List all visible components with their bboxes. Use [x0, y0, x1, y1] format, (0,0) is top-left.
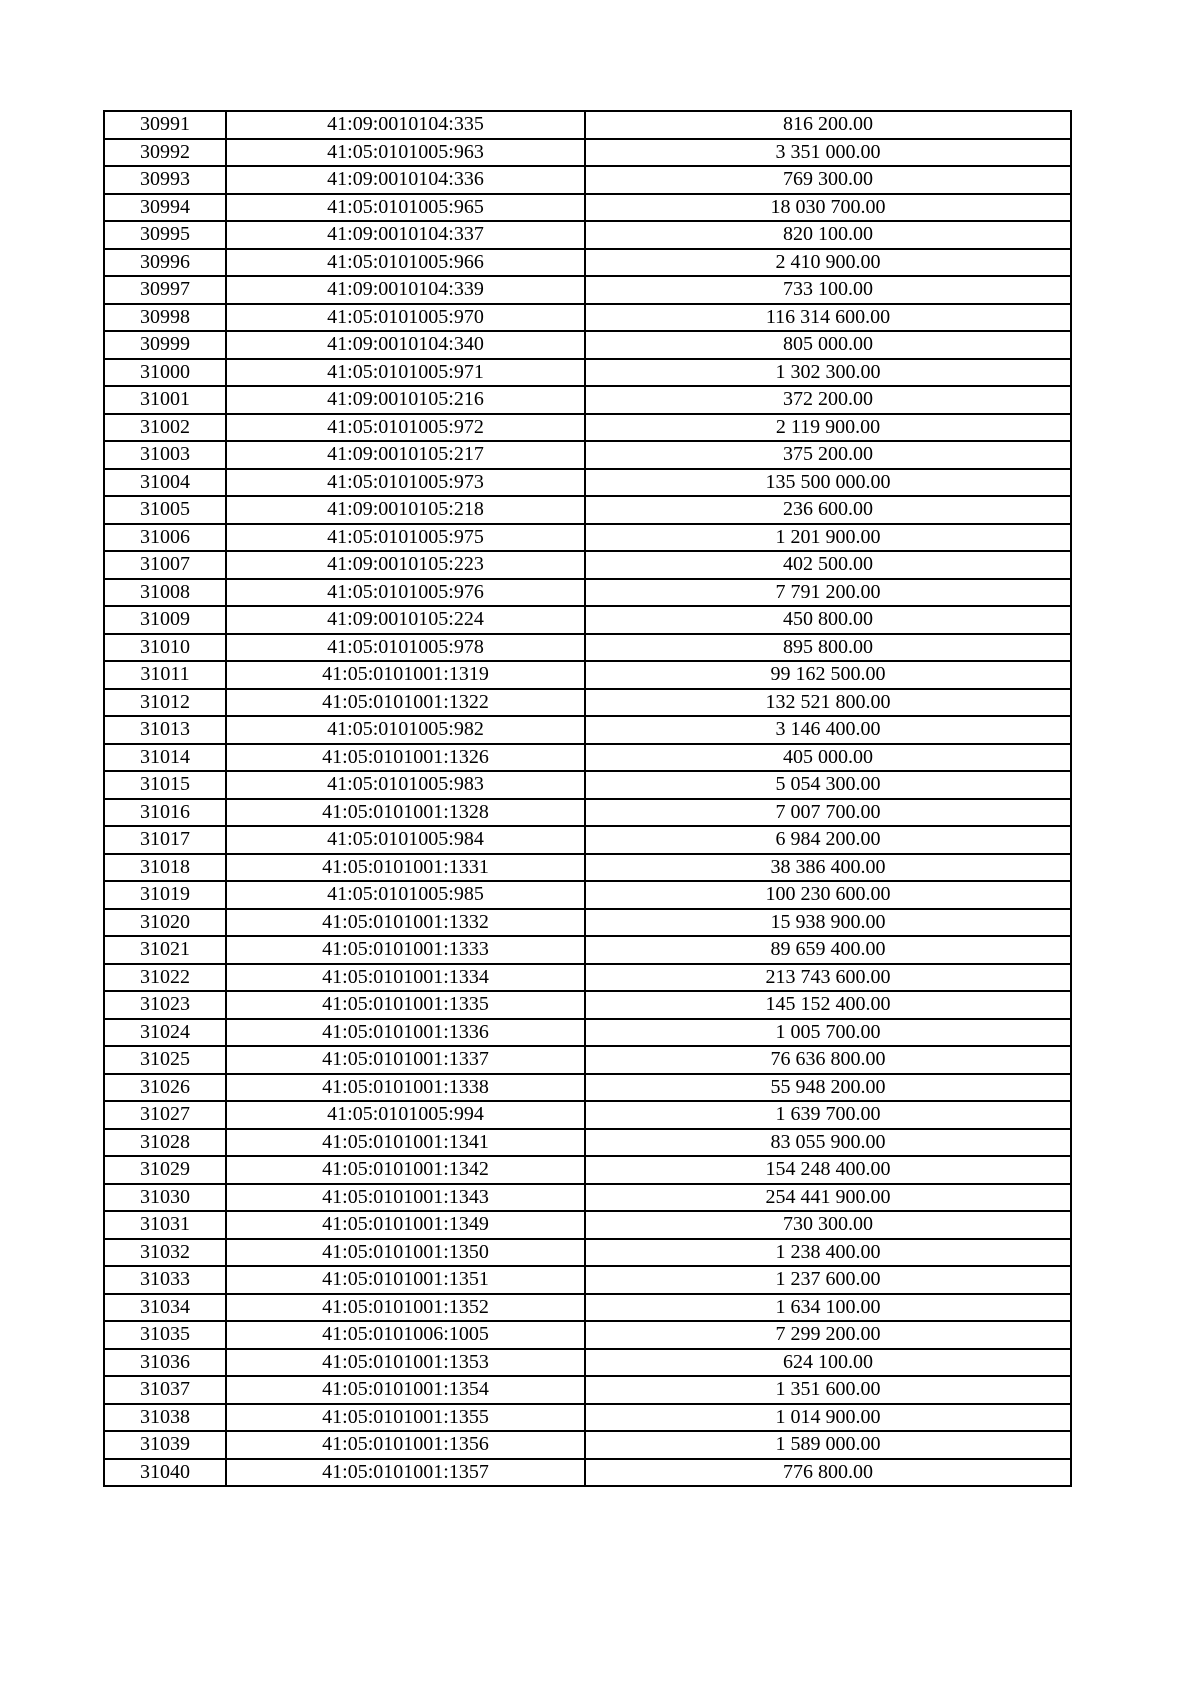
table-row [104, 276, 1071, 304]
table-row [104, 661, 1071, 689]
cadastral-number-cell: 41:09:0010104:337 [226, 221, 585, 249]
table-row [104, 771, 1071, 799]
row-number-cell: 31035 [104, 1321, 226, 1349]
row-number-cell: 30999 [104, 331, 226, 359]
table-row [104, 1019, 1071, 1047]
table-row [104, 854, 1071, 882]
cadastral-number-cell: 41:05:0101001:1328 [226, 799, 585, 827]
row-number-cell: 31003 [104, 441, 226, 469]
cadastral-number-cell: 41:05:0101005:965 [226, 194, 585, 222]
cadastral-number-cell: 41:05:0101005:983 [226, 771, 585, 799]
cadastral-number-cell: 41:05:0101005:972 [226, 414, 585, 442]
cadastral-number-cell: 41:05:0101005:973 [226, 469, 585, 497]
value-cell: 7 007 700.00 [585, 799, 1071, 827]
table-row [104, 1404, 1071, 1432]
cadastral-number-cell: 41:09:0010105:218 [226, 496, 585, 524]
cadastral-number-cell: 41:09:0010105:216 [226, 386, 585, 414]
table-row [104, 441, 1071, 469]
cadastral-number-cell: 41:09:0010104:339 [226, 276, 585, 304]
row-number-cell: 31013 [104, 716, 226, 744]
row-number-cell: 31040 [104, 1459, 226, 1487]
cadastral-number-cell: 41:05:0101005:966 [226, 249, 585, 277]
table-row [104, 249, 1071, 277]
value-cell: 450 800.00 [585, 606, 1071, 634]
row-number-cell: 31032 [104, 1239, 226, 1267]
table-row [104, 359, 1071, 387]
cadastral-number-cell: 41:05:0101005:970 [226, 304, 585, 332]
cadastral-number-cell: 41:05:0101005:976 [226, 579, 585, 607]
value-cell: 1 005 700.00 [585, 1019, 1071, 1047]
value-cell: 769 300.00 [585, 166, 1071, 194]
cadastral-number-cell: 41:05:0101001:1326 [226, 744, 585, 772]
cadastral-number-cell: 41:05:0101005:975 [226, 524, 585, 552]
value-cell: 1 351 600.00 [585, 1376, 1071, 1404]
value-cell: 2 119 900.00 [585, 414, 1071, 442]
cadastral-number-cell: 41:05:0101001:1336 [226, 1019, 585, 1047]
cadastral-number-cell: 41:05:0101001:1343 [226, 1184, 585, 1212]
value-cell: 895 800.00 [585, 634, 1071, 662]
value-cell: 145 152 400.00 [585, 991, 1071, 1019]
row-number-cell: 31031 [104, 1211, 226, 1239]
row-number-cell: 31039 [104, 1431, 226, 1459]
table-row [104, 689, 1071, 717]
row-number-cell: 31038 [104, 1404, 226, 1432]
table-row [104, 524, 1071, 552]
value-cell: 1 639 700.00 [585, 1101, 1071, 1129]
value-cell: 7 791 200.00 [585, 579, 1071, 607]
table-row [104, 606, 1071, 634]
row-number-cell: 31028 [104, 1129, 226, 1157]
row-number-cell: 30998 [104, 304, 226, 332]
value-cell: 154 248 400.00 [585, 1156, 1071, 1184]
value-cell: 402 500.00 [585, 551, 1071, 579]
table-row [104, 716, 1071, 744]
row-number-cell: 31008 [104, 579, 226, 607]
table-row [104, 744, 1071, 772]
value-cell: 1 634 100.00 [585, 1294, 1071, 1322]
value-cell: 38 386 400.00 [585, 854, 1071, 882]
table-row [104, 221, 1071, 249]
value-cell: 76 636 800.00 [585, 1046, 1071, 1074]
table-row [104, 826, 1071, 854]
cadastral-number-cell: 41:09:0010104:336 [226, 166, 585, 194]
cadastral-number-cell: 41:09:0010104:335 [226, 111, 585, 139]
row-number-cell: 30992 [104, 139, 226, 167]
value-cell: 733 100.00 [585, 276, 1071, 304]
table-row [104, 1321, 1071, 1349]
value-cell: 99 162 500.00 [585, 661, 1071, 689]
cadastral-number-cell: 41:05:0101001:1332 [226, 909, 585, 937]
cadastral-number-cell: 41:05:0101001:1350 [226, 1239, 585, 1267]
table-row [104, 1294, 1071, 1322]
cadastral-number-cell: 41:05:0101005:994 [226, 1101, 585, 1129]
row-number-cell: 31030 [104, 1184, 226, 1212]
value-cell: 132 521 800.00 [585, 689, 1071, 717]
value-cell: 1 201 900.00 [585, 524, 1071, 552]
row-number-cell: 31027 [104, 1101, 226, 1129]
value-cell: 776 800.00 [585, 1459, 1071, 1487]
value-cell: 18 030 700.00 [585, 194, 1071, 222]
row-number-cell: 31033 [104, 1266, 226, 1294]
cadastral-number-cell: 41:05:0101001:1319 [226, 661, 585, 689]
cadastral-number-cell: 41:05:0101001:1341 [226, 1129, 585, 1157]
cadastral-number-cell: 41:09:0010105:223 [226, 551, 585, 579]
value-cell: 89 659 400.00 [585, 936, 1071, 964]
value-cell: 805 000.00 [585, 331, 1071, 359]
value-cell: 820 100.00 [585, 221, 1071, 249]
cadastral-number-cell: 41:05:0101001:1349 [226, 1211, 585, 1239]
value-cell: 213 743 600.00 [585, 964, 1071, 992]
table-row [104, 1129, 1071, 1157]
row-number-cell: 31023 [104, 991, 226, 1019]
cadastral-number-cell: 41:05:0101005:971 [226, 359, 585, 387]
table-row [104, 1431, 1071, 1459]
row-number-cell: 30991 [104, 111, 226, 139]
table-row [104, 799, 1071, 827]
cadastral-number-cell: 41:05:0101001:1351 [226, 1266, 585, 1294]
value-cell: 55 948 200.00 [585, 1074, 1071, 1102]
value-cell: 1 238 400.00 [585, 1239, 1071, 1267]
table-row [104, 331, 1071, 359]
cadastral-number-cell: 41:05:0101001:1322 [226, 689, 585, 717]
cadastral-number-cell: 41:05:0101001:1355 [226, 1404, 585, 1432]
table-row [104, 1184, 1071, 1212]
table-row [104, 1266, 1071, 1294]
table-row [104, 194, 1071, 222]
value-cell: 7 299 200.00 [585, 1321, 1071, 1349]
row-number-cell: 31015 [104, 771, 226, 799]
cadastral-number-cell: 41:05:0101001:1354 [226, 1376, 585, 1404]
row-number-cell: 31020 [104, 909, 226, 937]
row-number-cell: 31021 [104, 936, 226, 964]
row-number-cell: 31001 [104, 386, 226, 414]
table-row [104, 881, 1071, 909]
row-number-cell: 31009 [104, 606, 226, 634]
cadastral-number-cell: 41:09:0010105:217 [226, 441, 585, 469]
value-cell: 100 230 600.00 [585, 881, 1071, 909]
cadastral-value-table [103, 110, 1072, 1487]
row-number-cell: 31004 [104, 469, 226, 497]
value-cell: 15 938 900.00 [585, 909, 1071, 937]
cadastral-number-cell: 41:05:0101001:1331 [226, 854, 585, 882]
table-row [104, 1211, 1071, 1239]
row-number-cell: 31025 [104, 1046, 226, 1074]
cadastral-number-cell: 41:05:0101001:1356 [226, 1431, 585, 1459]
row-number-cell: 31026 [104, 1074, 226, 1102]
table-body [104, 111, 1071, 1486]
cadastral-number-cell: 41:05:0101001:1334 [226, 964, 585, 992]
value-cell: 1 589 000.00 [585, 1431, 1071, 1459]
table-row [104, 1074, 1071, 1102]
row-number-cell: 31034 [104, 1294, 226, 1322]
cadastral-number-cell: 41:05:0101001:1338 [226, 1074, 585, 1102]
cadastral-number-cell: 41:09:0010104:340 [226, 331, 585, 359]
value-cell: 83 055 900.00 [585, 1129, 1071, 1157]
table-row [104, 414, 1071, 442]
row-number-cell: 31018 [104, 854, 226, 882]
row-number-cell: 31006 [104, 524, 226, 552]
cadastral-number-cell: 41:05:0101006:1005 [226, 1321, 585, 1349]
table-row [104, 936, 1071, 964]
value-cell: 816 200.00 [585, 111, 1071, 139]
value-cell: 116 314 600.00 [585, 304, 1071, 332]
row-number-cell: 30994 [104, 194, 226, 222]
value-cell: 236 600.00 [585, 496, 1071, 524]
table-row [104, 991, 1071, 1019]
table-row [104, 1239, 1071, 1267]
table-row [104, 551, 1071, 579]
row-number-cell: 31029 [104, 1156, 226, 1184]
value-cell: 135 500 000.00 [585, 469, 1071, 497]
table-row [104, 964, 1071, 992]
table-row [104, 1046, 1071, 1074]
cadastral-number-cell: 41:05:0101001:1352 [226, 1294, 585, 1322]
table-row [104, 1156, 1071, 1184]
value-cell: 2 410 900.00 [585, 249, 1071, 277]
table-row [104, 634, 1071, 662]
table-row [104, 111, 1071, 139]
row-number-cell: 31019 [104, 881, 226, 909]
row-number-cell: 31000 [104, 359, 226, 387]
table-row [104, 496, 1071, 524]
value-cell: 6 984 200.00 [585, 826, 1071, 854]
cadastral-number-cell: 41:05:0101001:1357 [226, 1459, 585, 1487]
row-number-cell: 30995 [104, 221, 226, 249]
value-cell: 624 100.00 [585, 1349, 1071, 1377]
row-number-cell: 31037 [104, 1376, 226, 1404]
row-number-cell: 30993 [104, 166, 226, 194]
row-number-cell: 31016 [104, 799, 226, 827]
row-number-cell: 31036 [104, 1349, 226, 1377]
row-number-cell: 31007 [104, 551, 226, 579]
value-cell: 372 200.00 [585, 386, 1071, 414]
cadastral-number-cell: 41:05:0101005:978 [226, 634, 585, 662]
value-cell: 3 146 400.00 [585, 716, 1071, 744]
cadastral-number-cell: 41:05:0101005:984 [226, 826, 585, 854]
row-number-cell: 31005 [104, 496, 226, 524]
row-number-cell: 31014 [104, 744, 226, 772]
cadastral-number-cell: 41:05:0101001:1335 [226, 991, 585, 1019]
cadastral-number-cell: 41:05:0101001:1353 [226, 1349, 585, 1377]
cadastral-number-cell: 41:05:0101005:963 [226, 139, 585, 167]
cadastral-number-cell: 41:05:0101005:982 [226, 716, 585, 744]
row-number-cell: 30996 [104, 249, 226, 277]
value-cell: 375 200.00 [585, 441, 1071, 469]
row-number-cell: 30997 [104, 276, 226, 304]
row-number-cell: 31002 [104, 414, 226, 442]
value-cell: 1 302 300.00 [585, 359, 1071, 387]
cadastral-number-cell: 41:05:0101001:1333 [226, 936, 585, 964]
row-number-cell: 31012 [104, 689, 226, 717]
row-number-cell: 31010 [104, 634, 226, 662]
cadastral-number-cell: 41:05:0101005:985 [226, 881, 585, 909]
table-row [104, 909, 1071, 937]
table-row [104, 1376, 1071, 1404]
row-number-cell: 31017 [104, 826, 226, 854]
table-row [104, 579, 1071, 607]
row-number-cell: 31022 [104, 964, 226, 992]
value-cell: 405 000.00 [585, 744, 1071, 772]
row-number-cell: 31011 [104, 661, 226, 689]
table-row [104, 1101, 1071, 1129]
value-cell: 3 351 000.00 [585, 139, 1071, 167]
cadastral-number-cell: 41:05:0101001:1337 [226, 1046, 585, 1074]
value-cell: 1 014 900.00 [585, 1404, 1071, 1432]
cadastral-number-cell: 41:09:0010105:224 [226, 606, 585, 634]
value-cell: 1 237 600.00 [585, 1266, 1071, 1294]
value-cell: 730 300.00 [585, 1211, 1071, 1239]
table-row [104, 469, 1071, 497]
table-row [104, 386, 1071, 414]
table-row [104, 1459, 1071, 1487]
table-row [104, 139, 1071, 167]
table-row [104, 1349, 1071, 1377]
table-row [104, 166, 1071, 194]
value-cell: 5 054 300.00 [585, 771, 1071, 799]
cadastral-number-cell: 41:05:0101001:1342 [226, 1156, 585, 1184]
value-cell: 254 441 900.00 [585, 1184, 1071, 1212]
table-row [104, 304, 1071, 332]
row-number-cell: 31024 [104, 1019, 226, 1047]
